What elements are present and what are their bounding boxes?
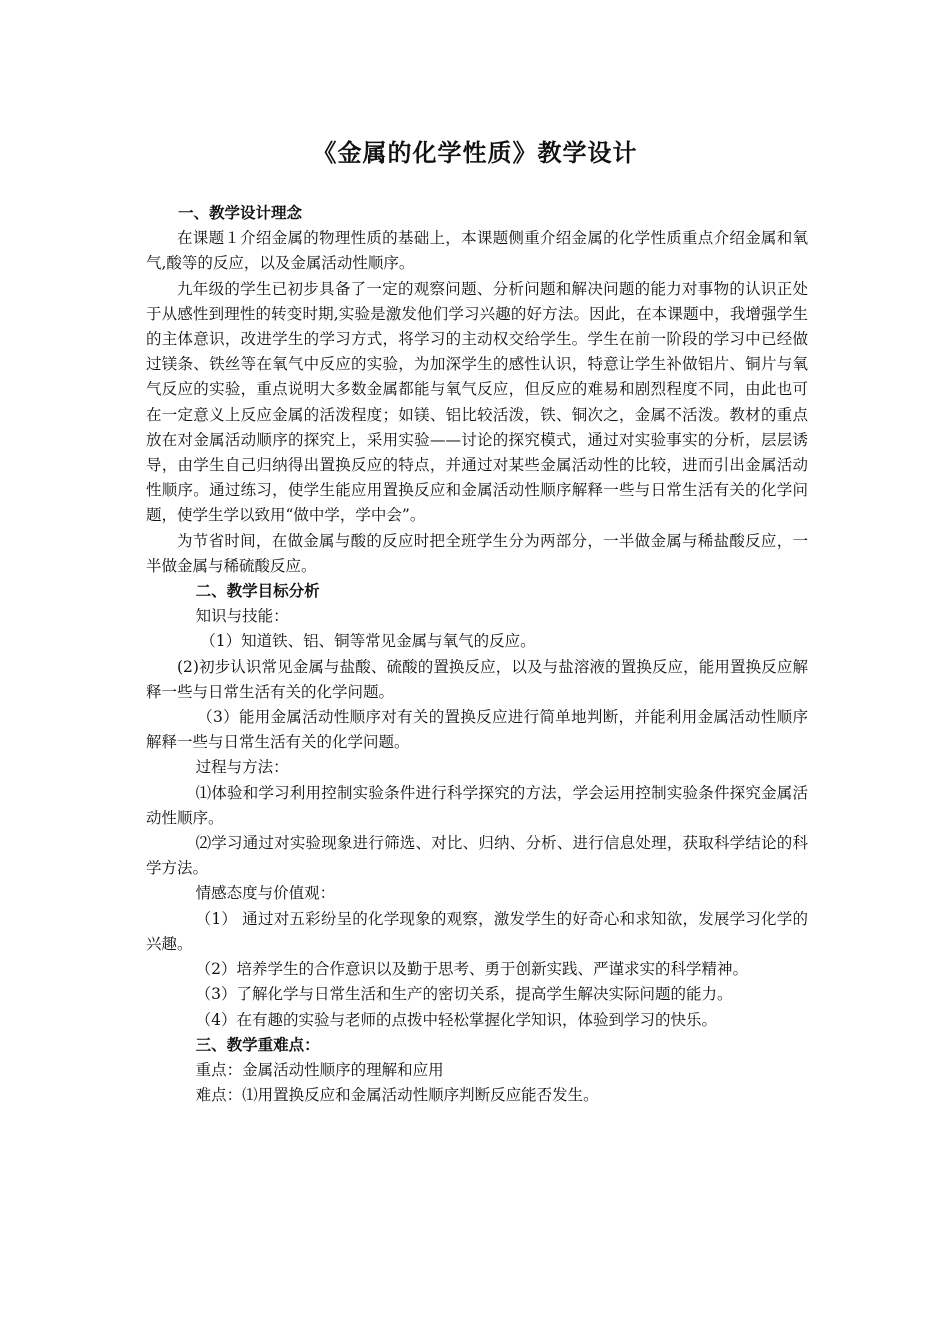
document-title: 《金属的化学性质》教学设计 <box>312 139 638 167</box>
paragraph: 九年级的学生已初步具备了一定的观察问题、分析问题和解决问题的能力对事物的认识正处于从感性到理性的转变时期,实验是激发他们学习兴趣的好方法。因此，在本课题中，我增强学生的主体意识，改进学生的学习方式，将学习的主动权交给学生。学生在前一阶段的学习中已经做过镁条、铁丝等在氧气中反应的实验，为加深学生的感性认识，特意让学生补做铝片、铜片与氧气反应的实验，重点说明大多数金属都能与氧气反应，但反应的难易和剧烈程度不同，由此也可在一定意义上反应金属的活泼程度；如镁、铝比较活泼，铁、铜次之，金属不活泼。教材的重点放在对金属活动顺序的探究上，采用实验——讨论的探究模式，通过对实验事实的分析，层层诱导，由学生自己归纳得出置换反应的特点，并通过对某些金属活动性的比较，进而引出金属活动性顺序。通过练习，使学生能应用置换反应和金属活动性顺序解释一些与日常生活有关的化学问题，使学生学以致用“做中学，学中会”。 <box>146 279 808 525</box>
subheading-process: 过程与方法： <box>195 758 289 777</box>
list-item: ⑵学习通过对实验现象进行筛选、对比、归纳、分析、进行信息处理，获取科学结论的科学方法。 <box>146 834 808 878</box>
difficult-point: 难点：⑴用置换反应和金属活动性顺序判断反应能否发生。 <box>195 1086 599 1105</box>
paragraph: 为节省时间，在做金属与酸的反应时把全班学生分为两部分，一半做金属与稀盐酸反应，一半做金属与稀硫酸反应。 <box>146 531 808 575</box>
paragraph: 在课题１介绍金属的物理性质的基础上，本课题侧重介绍金属的化学性质重点介绍金属和氧气,酸等的反应，以及金属活动性顺序。 <box>146 229 808 273</box>
list-item: （1） 通过对五彩纷呈的化学现象的观察，激发学生的好奇心和求知欲，发展学习化学的兴趣。 <box>146 909 808 953</box>
list-item: (2)初步认识常见金属与盐酸、硫酸的置换反应，以及与盐溶液的置换反应，能用置换反应解释一些与日常生活有关的化学问题。 <box>146 657 808 701</box>
section-heading-objectives: 二、教学目标分析 <box>195 582 320 601</box>
key-point: 重点：金属活动性顺序的理解和应用 <box>195 1060 444 1079</box>
section-heading-design-concept: 一、教学设计理念 <box>178 204 303 222</box>
list-item: （2）培养学生的合作意识以及勤于思考、勇于创新实践、严谨求实的科学精神。 <box>195 960 748 979</box>
list-item: （3）了解化学与日常生活和生产的密切关系，提高学生解决实际问题的能力。 <box>195 985 733 1004</box>
list-item: ⑴体验和学习利用控制实验条件进行科学探究的方法，学会运用控制实验条件探究金属活动性顺序。 <box>146 783 808 827</box>
subheading-knowledge: 知识与技能： <box>195 607 289 626</box>
list-item: （3）能用金属活动性顺序对有关的置换反应进行简单地判断，并能利用金属活动性顺序解释一些与日常生活有关的化学问题。 <box>146 708 808 752</box>
subheading-emotion: 情感态度与价值观： <box>195 884 336 903</box>
document-body <box>146 201 808 1108</box>
section-heading-key-points: 三、教学重难点： <box>195 1035 320 1054</box>
list-item: （1）知道铁、铝、铜等常见金属与氧气的反应。 <box>200 632 536 651</box>
list-item: （4）在有趣的实验与老师的点拨中轻松掌握化学知识，体验到学习的快乐。 <box>195 1010 717 1029</box>
